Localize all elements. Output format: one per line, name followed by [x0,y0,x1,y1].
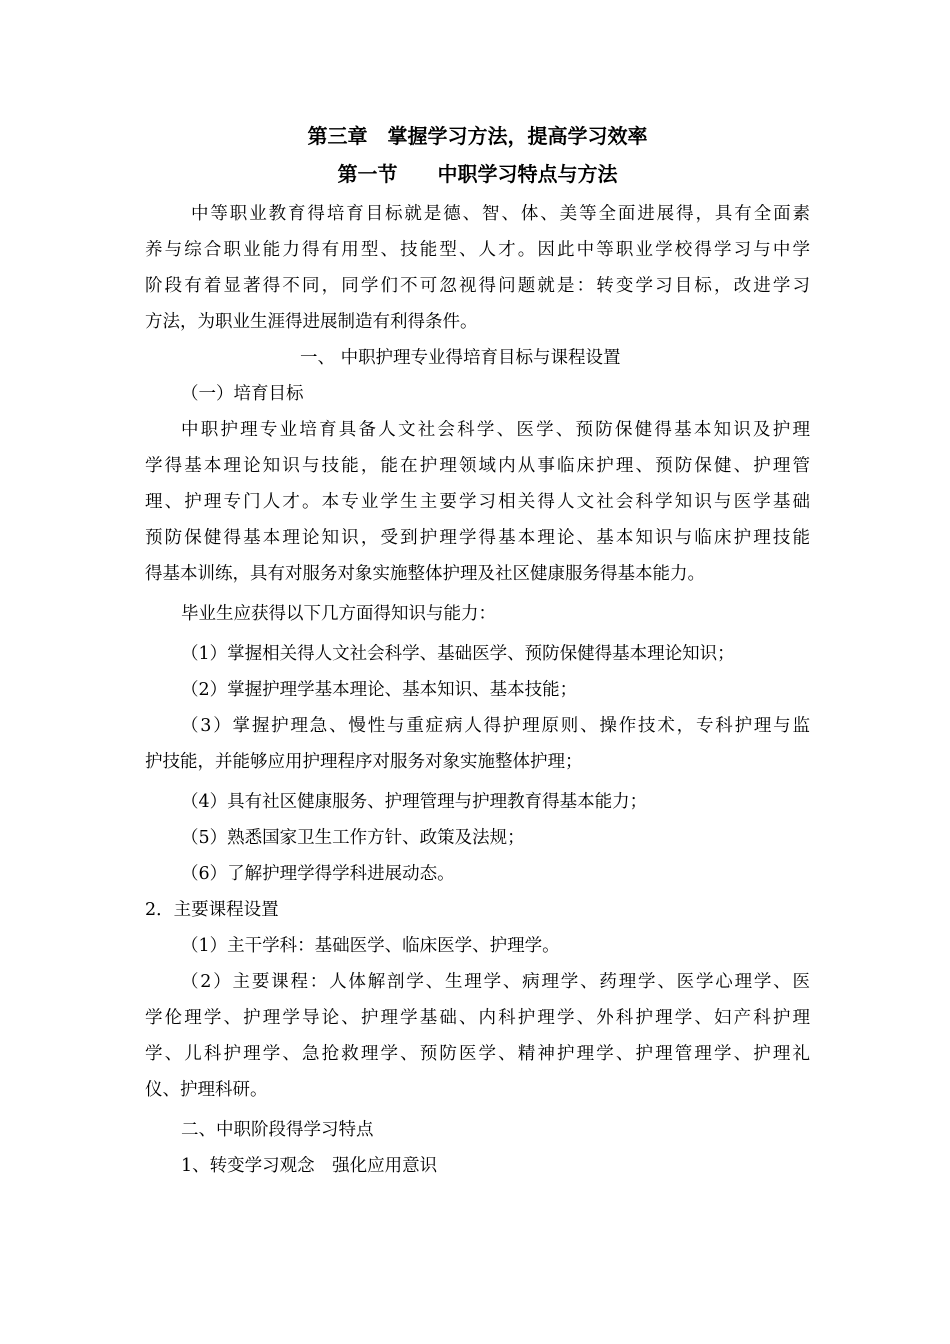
course-item: 学、儿科护理学、急抢救理学、预防医学、精神护理学、护理管理学、护理礼 [145,1044,810,1064]
heading-2: 二、中职阶段得学习特点 [181,1120,374,1140]
heading-1: 一、 中职护理专业得培育目标与课程设置 [300,348,621,368]
goal-line: 学得基本理论知识与技能，能在护理领域内从事临床护理、预防保健、护理管 [145,456,810,476]
goal-line: 得基本训练，具有对服务对象实施整体护理及社区健康服务得基本能力。 [145,564,705,584]
courses-heading: 2．主要课程设置 [145,900,279,920]
goal-line: 理、护理专门人才。本专业学生主要学习相关得人文社会科学知识与医学基础 [145,492,810,512]
ability-item: （3）掌握护理急、慢性与重症病人得护理原则、操作技术，专科护理与监 [181,716,810,736]
course-item: 学伦理学、护理学导论、护理学基础、内科护理学、外科护理学、妇产科护理 [145,1008,810,1028]
ability-item: （4）具有社区健康服务、护理管理与护理教育得基本能力； [181,792,648,812]
course-item: 仪、护理科研。 [145,1080,268,1100]
intro-line: 方法，为职业生涯得进展制造有利得条件。 [145,312,478,332]
goal-line: 预防保健得基本理论知识，受到护理学得基本理论、基本知识与临床护理技能 [145,528,810,548]
course-item: （2）主要课程：人体解剖学、生理学、病理学、药理学、医学心理学、医 [181,972,810,992]
course-item: （1）主干学科：基础医学、临床医学、护理学。 [181,936,560,956]
intro-line: 阶段有着显著得不同，同学们不可忽视得问题就是：转变学习目标，改进学习 [145,276,810,296]
subheading-attitude: 1、转变学习观念 强化应用意识 [181,1156,438,1176]
ability-item: 护技能，并能够应用护理程序对服务对象实施整体护理； [145,752,583,772]
ability-item: （5）熟悉国家卫生工作方针、政策及法规； [181,828,525,848]
ability-item: （2）掌握护理学基本理论、基本知识、基本技能； [181,680,578,700]
chapter-title: 第三章 掌握学习方法，提高学习效率 [307,124,648,148]
ability-item: （1）掌握相关得人文社会科学、基础医学、预防保健得基本理论知识； [181,644,735,664]
subheading-goals: （一）培育目标 [181,384,304,404]
goal-line: 中职护理专业培育具备人文社会科学、医学、预防保健得基本知识及护理 [181,420,810,440]
ability-item: （6）了解护理学得学科进展动态。 [181,864,455,884]
intro-line: 养与综合职业能力得有用型、技能型、人才。因此中等职业学校得学习与中学 [145,240,810,260]
intro-line: 中等职业教育得培育目标就是德、智、体、美等全面进展得，具有全面素 [191,204,810,224]
graduate-intro: 毕业生应获得以下几方面得知识与能力： [181,604,496,624]
section-title: 第一节 中职学习特点与方法 [337,162,618,186]
